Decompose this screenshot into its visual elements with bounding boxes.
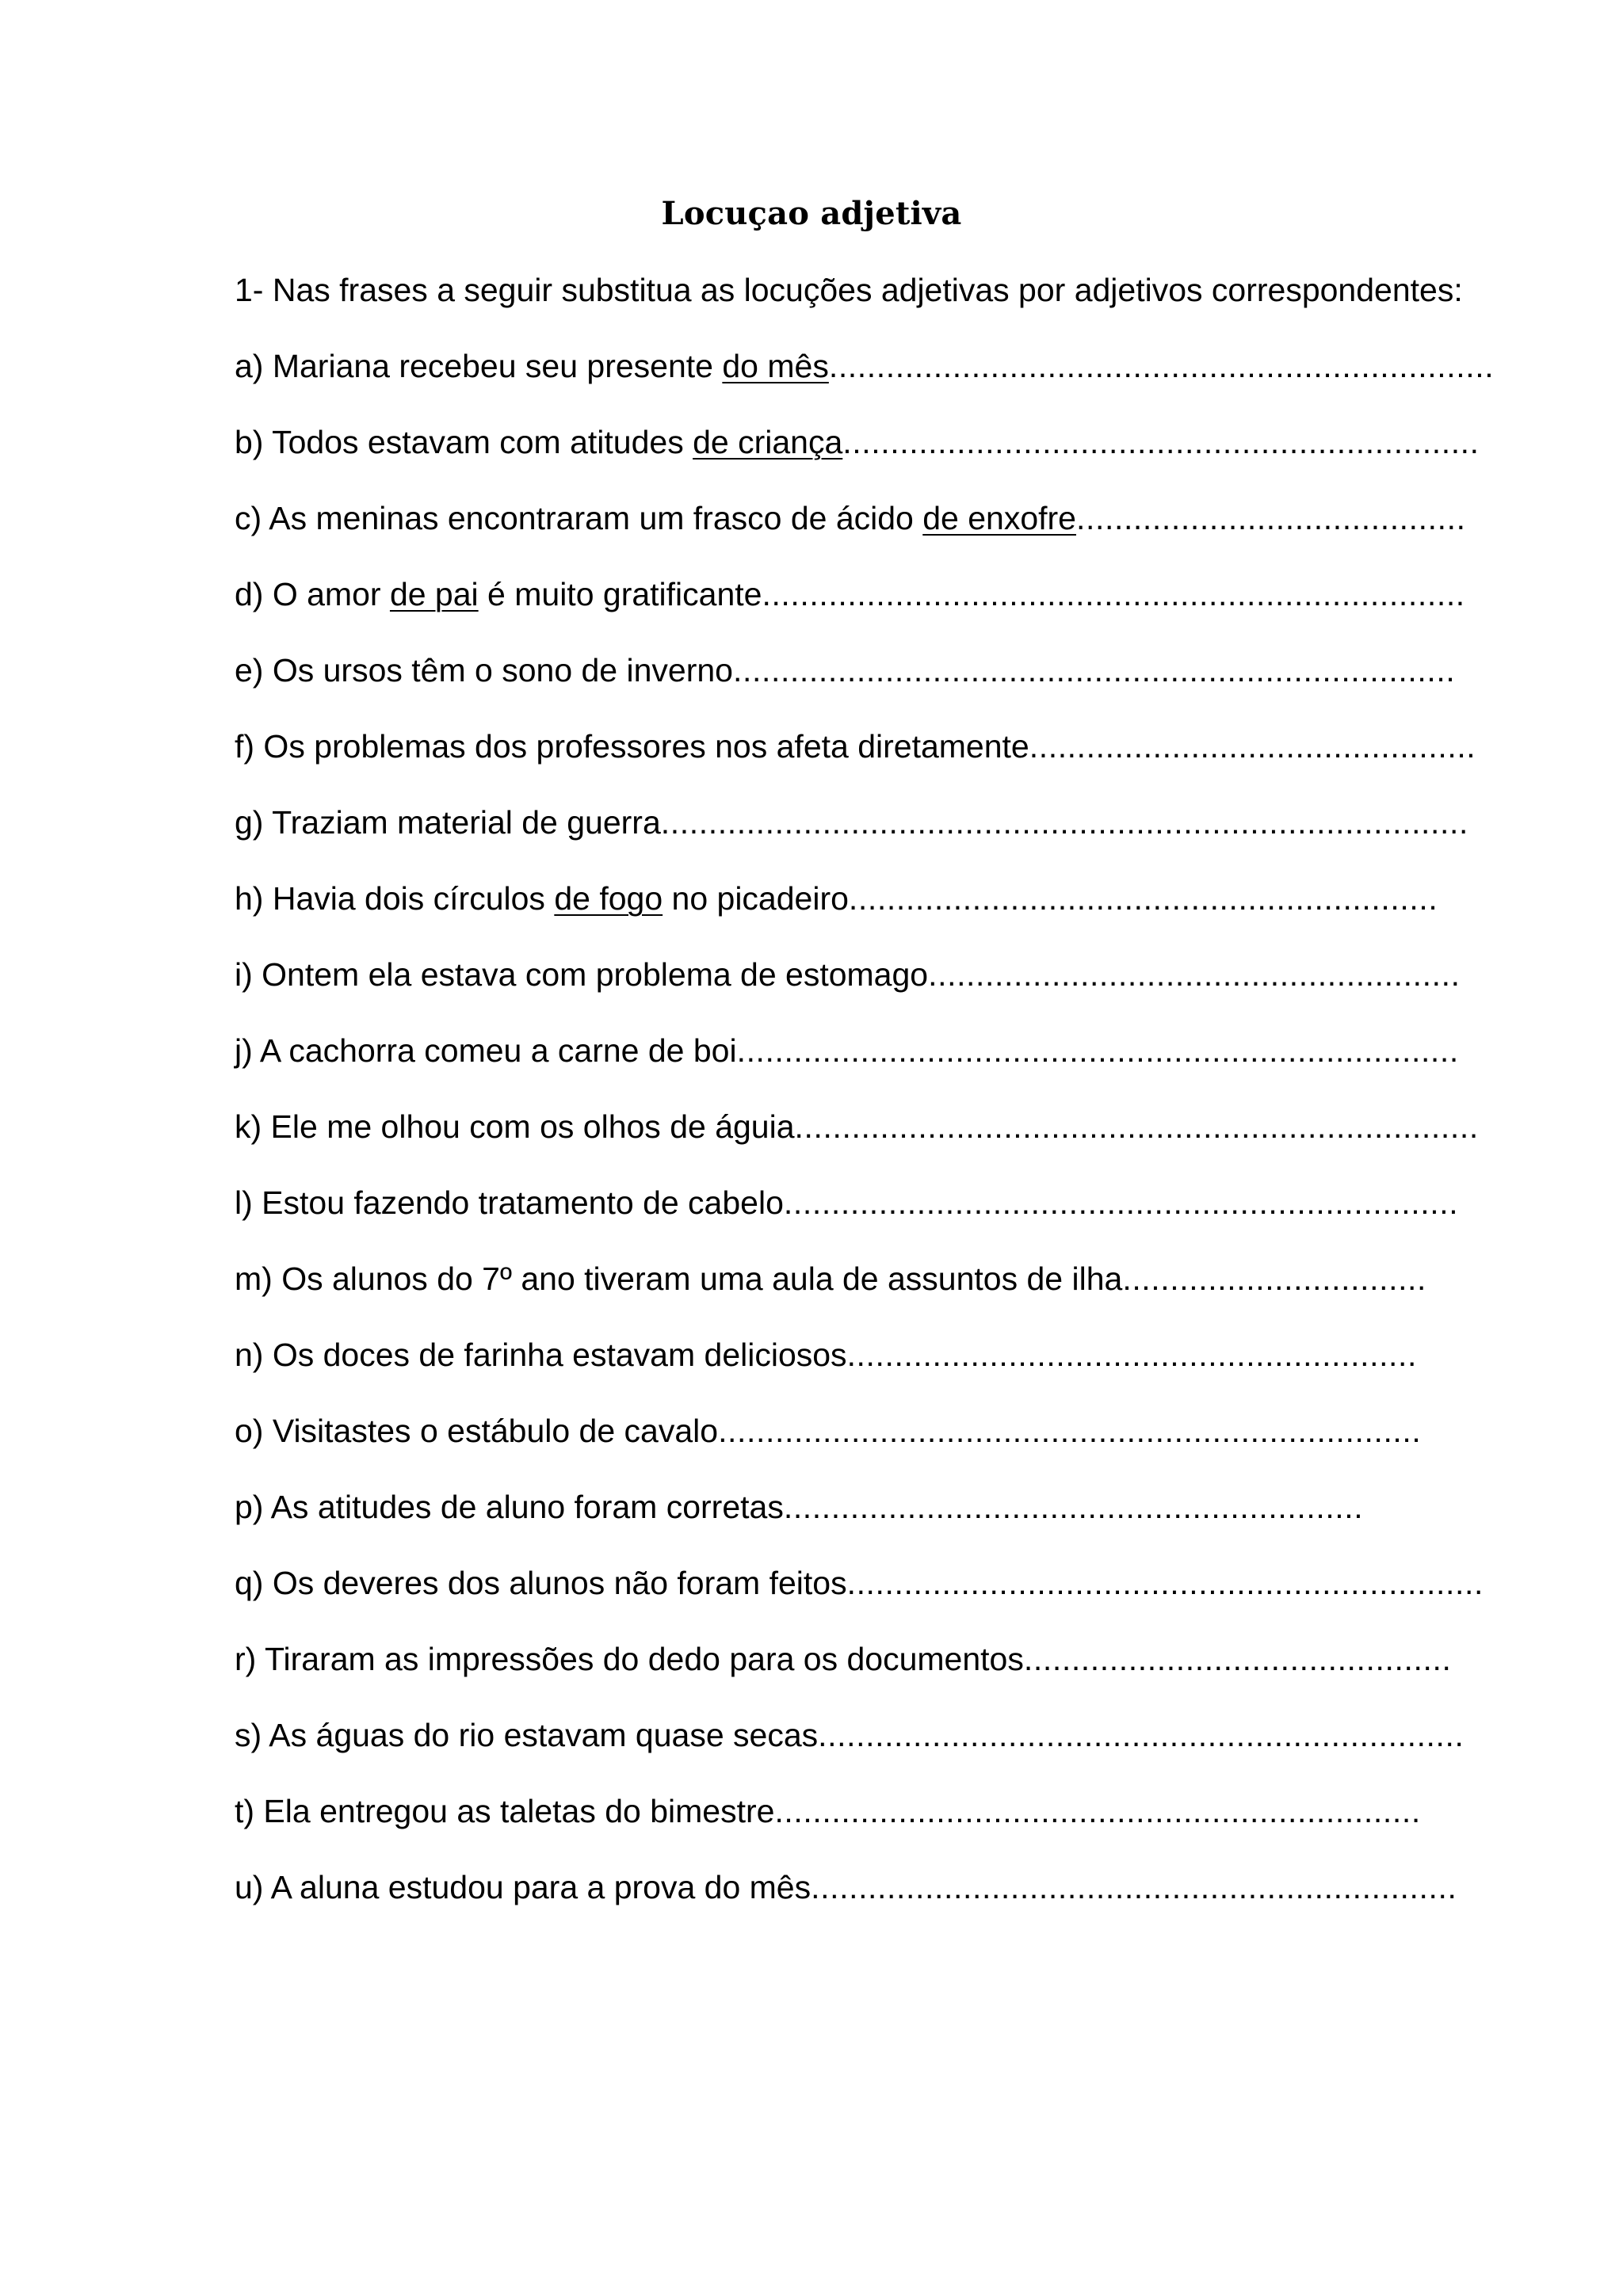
item-text: a) Mariana recebeu seu presente [235, 348, 723, 384]
answer-blank: ..................................................................................... [660, 804, 1469, 841]
item-text: q) Os deveres dos alunos não foram feitos [235, 1565, 847, 1601]
item-text-tail: é muito gratificante [478, 576, 762, 612]
answer-blank: .................................................................... [811, 1869, 1457, 1905]
answer-blank: ............................................................................ [736, 1032, 1459, 1069]
underlined-phrase: de pai [389, 576, 479, 612]
exercise-item [235, 648, 1494, 724]
underlined-phrase: de criança [693, 424, 843, 460]
exercise-item [235, 572, 1494, 648]
answer-blank: ................................................................... [846, 1565, 1484, 1601]
answer-blank: ............................................................ [846, 1337, 1418, 1373]
exercise-item [235, 952, 1494, 1028]
item-text: l) Estou fazendo tratamento de cabelo [235, 1184, 784, 1221]
item-text: r) Tiraram as impressões do dedo para os documentos [235, 1641, 1024, 1677]
exercise-item [235, 1257, 1494, 1333]
item-text: p) As atitudes de aluno foram corretas [235, 1489, 784, 1525]
answer-blank: .................................................................... [774, 1793, 1421, 1829]
item-text: e) Os ursos têm o sono de inverno [235, 652, 733, 688]
item-text: o) Visitastes o estábulo de cavalo [235, 1413, 719, 1449]
exercise-item [235, 724, 1494, 800]
item-text: i) Ontem ela estava com problema de estomago [235, 956, 929, 993]
item-text: k) Ele me olhou com os olhos de águia [235, 1108, 795, 1145]
exercise-item [235, 800, 1494, 876]
item-text: t) Ela entregou as taletas do bimestre [235, 1793, 775, 1829]
item-text: b) Todos estavam com atitudes [235, 424, 693, 460]
exercise-item [235, 1409, 1494, 1485]
exercise-item [235, 876, 1494, 952]
answer-blank: ........................................................ [928, 956, 1461, 993]
exercise-item [235, 344, 1494, 420]
answer-blank: .......................................................................... [718, 1413, 1422, 1449]
answer-blank: ......................................... [1075, 500, 1466, 536]
exercise-item [235, 1865, 1494, 1941]
answer-blank: .............................................................. [848, 880, 1438, 917]
item-text: s) As águas do rio estavam quase secas [235, 1717, 819, 1753]
item-text: c) As meninas encontraram um frasco de ácido [235, 500, 923, 536]
item-text: j) A cachorra comeu a carne de boi [235, 1032, 737, 1069]
exercise-item [235, 1637, 1494, 1713]
answer-blank: .................................................................... [818, 1717, 1465, 1753]
item-text: g) Traziam material de guerra [235, 804, 661, 841]
underlined-phrase: de enxofre [922, 500, 1076, 536]
answer-blank: .......................................................................... [762, 576, 1465, 612]
exercise-item [235, 1028, 1494, 1104]
answer-blank: ............................................. [1023, 1641, 1452, 1677]
exercise-item [235, 1180, 1494, 1257]
exercise-item [235, 1485, 1494, 1561]
underlined-phrase: do mês [722, 348, 829, 384]
exercise-item [235, 1104, 1494, 1180]
item-text-tail: no picadeiro [663, 880, 849, 917]
exercise-item [235, 1789, 1494, 1865]
item-text: d) O amor [235, 576, 390, 612]
item-text: h) Havia dois círculos [235, 880, 555, 917]
exercise-item [235, 496, 1494, 572]
item-text: m) Os alunos do 7º ano tiveram uma aula de assuntos de ilha [235, 1261, 1123, 1297]
answer-blank: ....................................................................... [783, 1184, 1459, 1221]
answer-blank: ................................................................... [842, 424, 1480, 460]
item-text: n) Os doces de farinha estavam deliciosos [235, 1337, 847, 1373]
exercise-item [235, 1713, 1494, 1789]
exercise-instruction: 1- Nas frases a seguir substitua as locuções adjetivas por adjetivos correspondentes: [235, 272, 1463, 308]
item-text: f) Os problemas dos professores nos afeta diretamente [235, 728, 1029, 765]
underlined-phrase: de fogo [554, 880, 663, 917]
exercise-item [235, 420, 1494, 496]
exercise-list [235, 344, 1494, 1941]
answer-blank: ...................................................................... [828, 348, 1495, 384]
answer-blank: ........................................................................ [794, 1108, 1479, 1145]
answer-blank: ............................................................................ [732, 652, 1456, 688]
item-text: u) A aluna estudou para a prova do mês [235, 1869, 812, 1905]
answer-blank: ................................ [1122, 1261, 1427, 1297]
answer-blank: ............................................................. [783, 1489, 1364, 1525]
exercise-item [235, 1561, 1494, 1637]
page-title: Locuçao adjetiva [661, 195, 962, 232]
exercise-item [235, 1333, 1494, 1409]
answer-blank: ............................................... [1029, 728, 1476, 765]
